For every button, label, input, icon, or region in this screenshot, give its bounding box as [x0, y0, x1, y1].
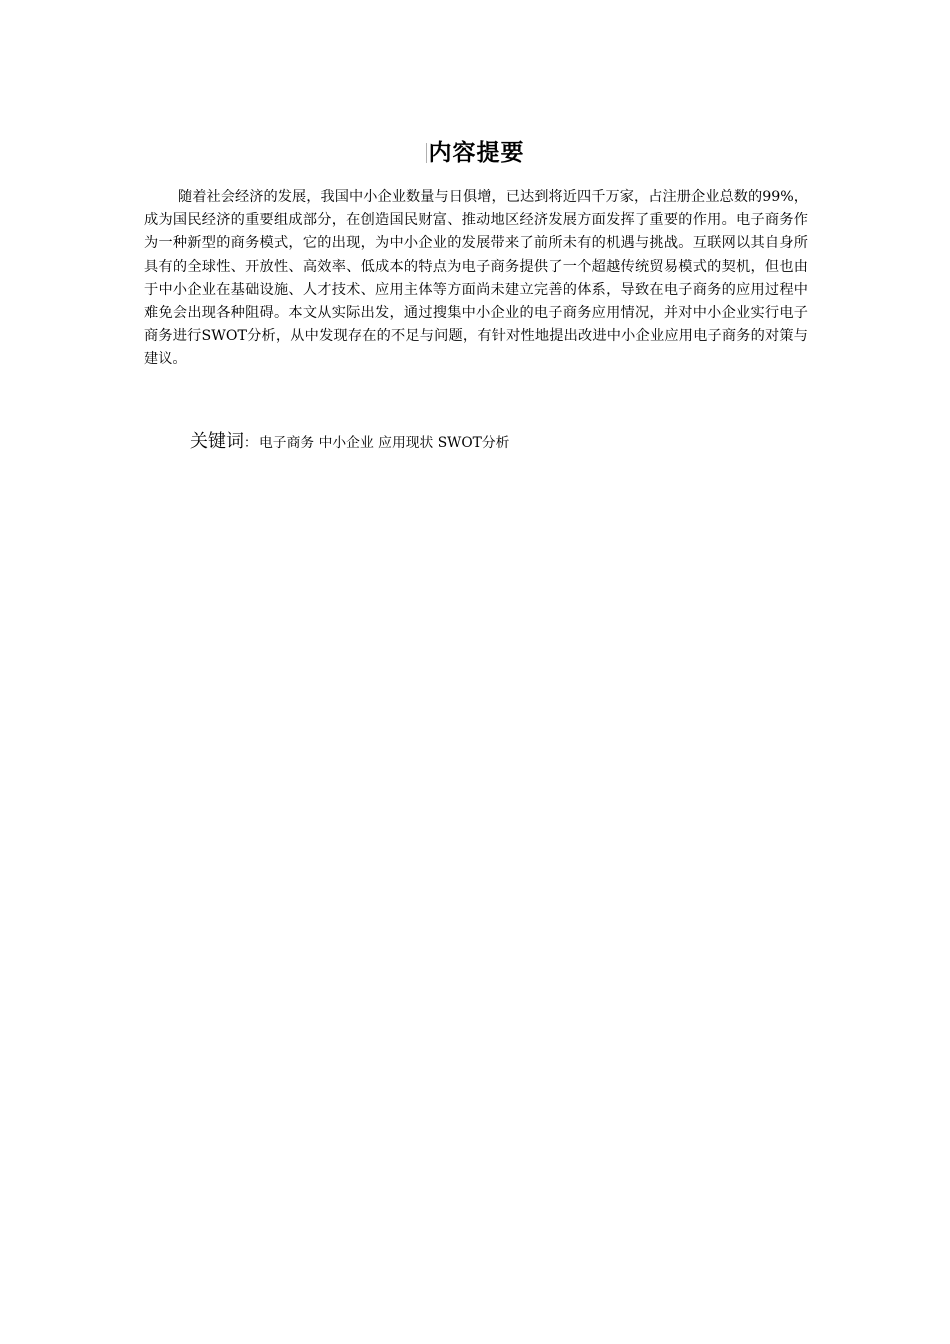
page-title: 内容提要 [428, 140, 525, 166]
keywords-line [190, 427, 509, 453]
keywords-label: 关键词 [190, 431, 244, 452]
text-cursor-mark [426, 143, 427, 163]
abstract-paragraph: 随着社会经济的发展，我国中小企业数量与日俱增，已达到将近四千万家，占注册企业总数的99%，成为国民经济的重要组成部分，在创造国民财富、推动地区经济发展方面发挥了重要的作用。电子商务作为一种新型的商务模式，它的出现，为中小企业的发展带来了前所未有的机遇与挑战。互联网以其自身所具有的全球性、开放性、高效率、低成本的特点为电子商务提供了一个超越传统贸易模式的契机，但也由于中小企业在基础设施、人才技术、应用主体等方面尚未建立完善的体系，导致在电子商务的应用过程中难免会出现各种阻碍。本文从实际出发，通过搜集中小企业的电子商务应用情况，并对中小企业实行电子商务进行SWOT分析，从中发现存在的不足与问题，有针对性地提出改进中小企业应用电子商务的对策与建议。 [144, 189, 808, 368]
keywords-text: 电子商务 中小企业 应用现状 SWOT分析 [259, 435, 510, 451]
keywords-colon: ： [244, 436, 258, 451]
title-row [0, 134, 950, 167]
